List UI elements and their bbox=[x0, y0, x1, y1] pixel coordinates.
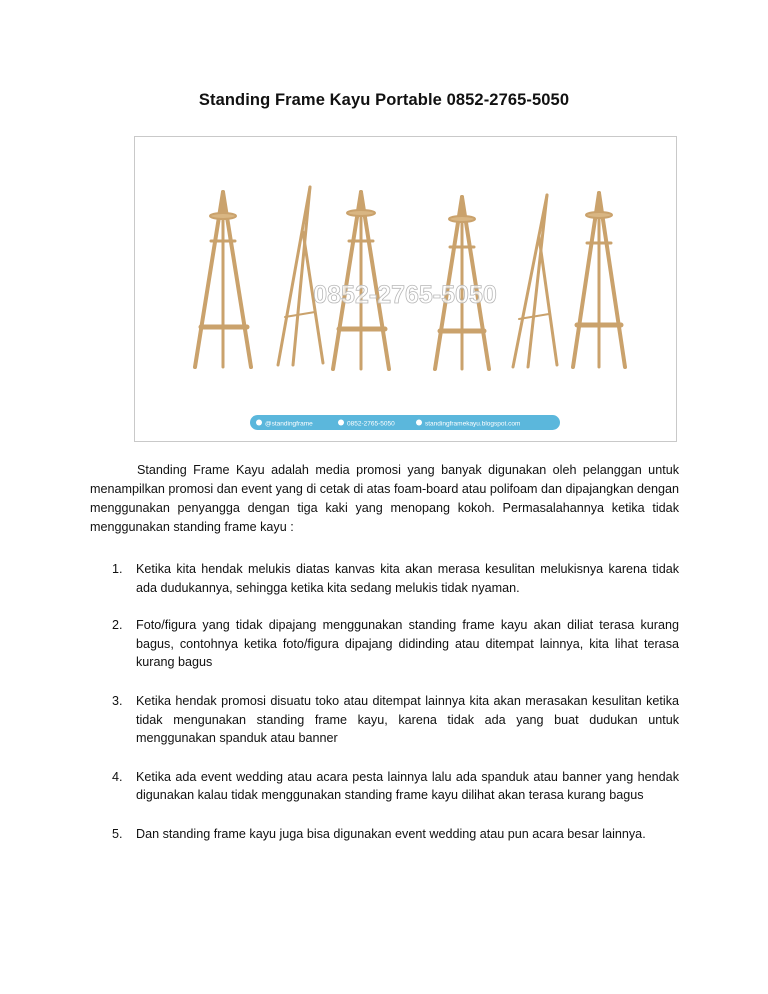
list-text: Foto/figura yang tidak dipajang menggunakan standing frame kayu akan diliat terasa kurang bagus, contohnya ketika foto/figura dipajang didinding atau ditempat lainnya, kita lihat terasa kurang bagus bbox=[136, 618, 679, 670]
easel-2 bbox=[278, 187, 323, 365]
banner-instagram: @standingframe bbox=[265, 420, 313, 428]
list-text: Ketika ada event wedding atau acara pesta lainnya lalu ada spanduk atau banner yang hendak digunakan kalau tidak menggunakan standing frame kayu dilihat akan terasa kurang bagus bbox=[136, 769, 679, 803]
list-text: Ketika kita hendak melukis diatas kanvas kita akan merasa kesulitan melukisnya karena tidak ada dudukannya, sehingga ketika kita sedang melukis tidak nyaman. bbox=[136, 562, 679, 595]
list-number: 5. bbox=[112, 826, 123, 841]
list-text: Ketika hendak promosi disuatu toko atau ditempat lainnya kita akan merasakan kesulitan ketika tidak mengunakan standing frame kayu, karena tidak ada yang buat dudukan untuk menggunakan spanduk atau banner bbox=[136, 693, 679, 746]
globe-icon bbox=[416, 420, 422, 426]
list-item bbox=[90, 692, 679, 748]
list-item bbox=[90, 768, 679, 805]
phone-icon bbox=[338, 420, 344, 426]
easel-5 bbox=[513, 195, 557, 367]
list-item bbox=[90, 560, 679, 597]
list-number: 4. bbox=[112, 769, 123, 784]
easel-6 bbox=[573, 193, 625, 367]
easel-1 bbox=[195, 192, 251, 367]
banner-phone: 0852-2765-5050 bbox=[347, 420, 395, 428]
list-item bbox=[90, 616, 679, 672]
list-number: 2. bbox=[112, 618, 123, 633]
easels-illustration bbox=[135, 137, 676, 441]
list-text: Dan standing frame kayu juga bisa digunakan event wedding atau pun acara besar lainnya. bbox=[136, 826, 646, 841]
intro-paragraph: Standing Frame Kayu adalah media promosi yang banyak digunakan oleh pelanggan untuk menampilkan promosi dan event yang di cetak di atas foam-board atau polifoam dan dipajangkan dengan menggunakan penyangga dengan tiga kaki yang menopang kokoh. Permasalahannya ketika tidak menggunakan standing frame kayu : bbox=[90, 463, 679, 534]
page-title: Standing Frame Kayu Portable 0852-2765-5050 bbox=[198, 91, 570, 109]
product-photo bbox=[134, 136, 677, 442]
photo-watermark: 0852-2765-5050 bbox=[313, 281, 497, 309]
problem-list bbox=[90, 560, 679, 844]
instagram-icon bbox=[256, 420, 262, 426]
banner-website: standingframekayu.blogspot.com bbox=[425, 420, 521, 428]
list-item bbox=[90, 825, 679, 844]
list-number: 3. bbox=[112, 693, 123, 708]
list-number: 1. bbox=[112, 562, 123, 576]
